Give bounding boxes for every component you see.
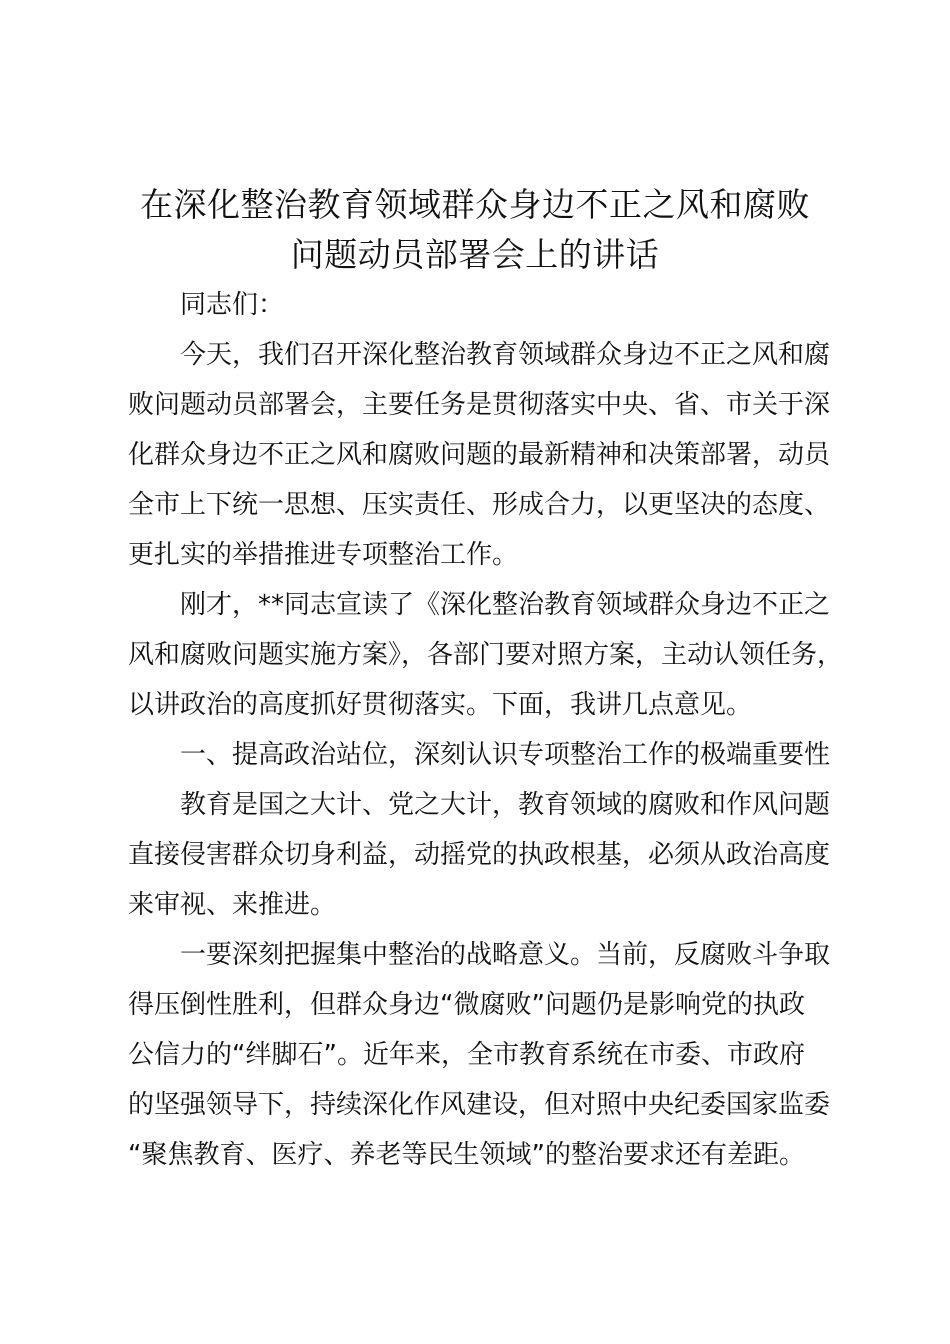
paragraph-line: 以讲政治的高度抓好贯彻落实。下面，我讲几点意见。 (128, 690, 753, 720)
document-title (100, 180, 850, 280)
document-body (128, 280, 844, 1180)
section-heading-text: 一、提高政治站位，深刻认识专项整治工作的极端重要性 (180, 740, 831, 770)
paragraph-line: 全市上下统一思想、压实责任、形成合力，以更坚决的态度、 (128, 490, 831, 520)
paragraph-line: 化群众身边不正之风和腐败问题的最新精神和决策部署，动员 (128, 440, 831, 470)
paragraph-line: “聚焦教育、医疗、养老等民生领域”的整治要求还有差距。 (128, 1140, 805, 1170)
paragraph-line: 直接侵害群众切身利益，动摇党的执政根基，必须从政治高度 (128, 840, 831, 870)
title-line-1: 在深化整治教育领域群众身边不正之风和腐败 (140, 185, 810, 224)
paragraph-line: 来审视、来推进。 (128, 890, 337, 920)
paragraph-line: 风和腐败问题实施方案》，各部门要对照方案，主动认领任务， (128, 640, 844, 670)
paragraph-line: 一要深刻把握集中整治的战略意义。当前，反腐败斗争取 (180, 940, 831, 970)
paragraph-line: 得压倒性胜利，但群众身边“微腐败”问题仍是影响党的执政 (128, 990, 805, 1020)
paragraph-opening (128, 330, 832, 580)
paragraph-line: 今天，我们召开深化整治教育领域群众身边不正之风和腐 (180, 340, 831, 370)
paragraph-line: 败问题动员部署会，主要任务是贯彻落实中央、省、市关于深 (128, 390, 831, 420)
section-heading-1 (128, 730, 832, 780)
paragraph-line: 更扎实的举措推进专项整治工作。 (128, 540, 519, 570)
paragraph-line: 的坚强领导下，持续深化作风建设，但对照中央纪委国家监委 (128, 1090, 831, 1120)
salutation: 同志们： (180, 290, 285, 320)
paragraph-line: 刚才，**同志宣读了《深化整治教育领域群众身边不正之 (180, 590, 831, 620)
paragraph-strategic-significance (128, 930, 832, 1180)
paragraph-line: 公信力的“绊脚石”。近年来，全市教育系统在市委、市政府 (128, 1040, 805, 1070)
paragraph-plan-reading (128, 580, 844, 730)
paragraph-line: 教育是国之大计、党之大计，教育领域的腐败和作风问题 (180, 790, 831, 820)
paragraph-education-importance (128, 780, 832, 930)
title-line-2: 问题动员部署会上的讲话 (290, 235, 660, 274)
